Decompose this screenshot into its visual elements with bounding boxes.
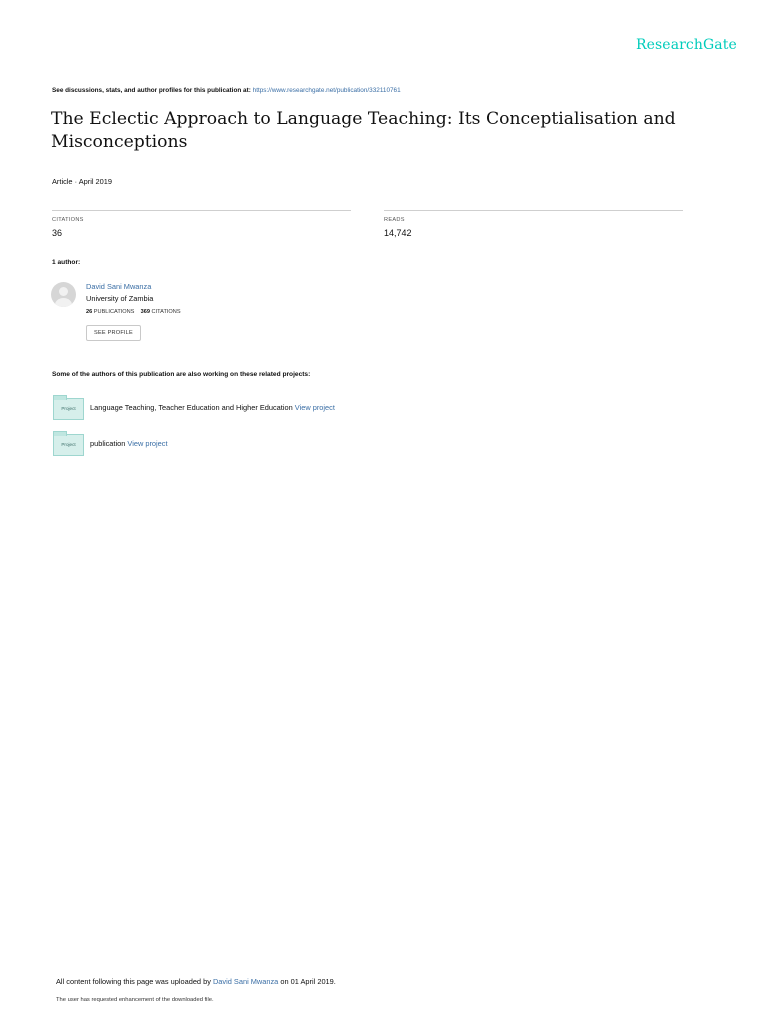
publication-url-link[interactable]: https://www.researchgate.net/publication/332110761	[252, 87, 401, 94]
author-name-link[interactable]: David Sani Mwanza	[86, 282, 152, 291]
citations-divider	[52, 210, 351, 211]
related-projects-heading: Some of the authors of this publication are also working on these related projects:	[52, 371, 311, 378]
reads-count: 14,742	[384, 228, 412, 238]
publication-meta: Article · April 2019	[52, 177, 112, 186]
view-project-link[interactable]: View project	[294, 403, 335, 412]
view-project-link[interactable]: View project	[127, 439, 168, 448]
folder-tab-icon	[53, 395, 67, 400]
reads-label: READS	[384, 217, 405, 223]
related-project-item	[90, 403, 335, 412]
discussion-link-line	[52, 87, 401, 94]
upload-notice	[56, 977, 336, 986]
citations-label: CITATIONS	[52, 217, 84, 223]
discussion-prefix: See discussions, stats, and author profiles for this publication at:	[52, 87, 251, 94]
upload-prefix: All content following this page was uploaded by	[56, 977, 211, 986]
author-citations-label: CITATIONS	[151, 309, 181, 315]
author-institution: University of Zambia	[86, 294, 154, 303]
avatar-body-icon	[55, 298, 72, 307]
uploader-link[interactable]: David Sani Mwanza	[212, 977, 279, 986]
authors-heading: 1 author:	[52, 259, 81, 266]
author-citations-count: 369	[140, 309, 150, 315]
citations-count: 36	[52, 228, 63, 238]
researchgate-logo[interactable]: ResearchGate	[636, 37, 737, 53]
enhancement-note: The user has requested enhancement of the downloaded file.	[56, 997, 214, 1003]
see-profile-button[interactable]: SEE PROFILE	[86, 325, 141, 341]
project-folder-icon[interactable]	[53, 434, 84, 456]
avatar-head-icon	[59, 287, 68, 296]
related-project-item	[90, 439, 168, 448]
project-icon-label: Project	[61, 406, 76, 411]
reads-divider	[384, 210, 683, 211]
author-avatar[interactable]	[51, 282, 76, 307]
folder-tab-icon	[53, 431, 67, 436]
project-title: Language Teaching, Teacher Education and Higher Education	[90, 403, 293, 412]
project-icon-label: Project	[61, 442, 76, 447]
publication-title: The Eclectic Approach to Language Teaching: Its Conceptialisation and Misconceptions	[51, 109, 676, 152]
project-folder-icon[interactable]	[53, 398, 84, 420]
author-publications-count: 26	[86, 309, 93, 315]
upload-suffix: on 01 April 2019.	[280, 977, 336, 986]
project-title: publication	[90, 439, 126, 448]
author-stats	[86, 309, 181, 315]
author-publications-label: PUBLICATIONS	[93, 309, 135, 315]
